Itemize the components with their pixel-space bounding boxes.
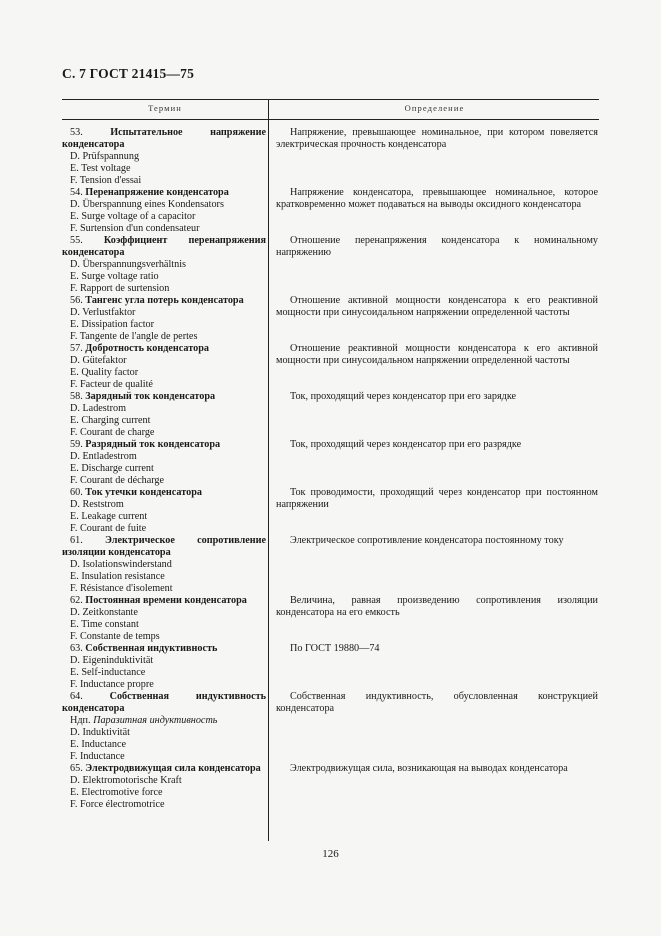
definition-text: Величина, равная произведению сопротивления изоляции конденсатора на его емкость [276, 595, 598, 618]
foreign-equivalent: E. Discharge current [70, 463, 154, 474]
term-number: 54. [70, 187, 83, 198]
term-entry [62, 391, 266, 439]
page-number: 126 [322, 848, 339, 860]
foreign-equivalent: D. Isolationswinderstand [70, 559, 172, 570]
term-heading [62, 691, 266, 715]
foreign-equivalent: E. Surge voltage ratio [70, 271, 159, 282]
term-heading [62, 391, 266, 403]
foreign-equivalent: D. Überspannung eines Kondensators [70, 199, 224, 210]
definition-text: Собственная индуктивность, обусловленная конструкцией конденсатора [276, 691, 598, 714]
term-name: Собственная индуктивность конденсатора [62, 691, 266, 714]
term-number: 62. [70, 595, 83, 606]
foreign-equivalent: F. Courant de fuite [70, 523, 147, 534]
foreign-equivalent: D. Eigeninduktivität [70, 655, 154, 666]
foreign-equivalent: F. Inductance propre [70, 679, 154, 690]
term-entry [62, 763, 266, 811]
foreign-equivalent: F. Constante de temps [70, 631, 160, 642]
term-number: 61. [70, 535, 83, 546]
definition-text: Ток проводимости, проходящий через конденсатор при постоянном напряжении [276, 487, 598, 510]
foreign-equivalent: D. Entladestrom [70, 451, 137, 462]
foreign-equivalent: F. Résistance d'isolement [70, 583, 173, 594]
foreign-equivalent: F. Courant de charge [70, 427, 155, 438]
term-number: 59. [70, 439, 83, 450]
column-divider [268, 99, 269, 841]
term-name: Зарядный ток конденсатора [85, 391, 216, 402]
term-number: 64. [70, 691, 83, 702]
term-entry [62, 535, 266, 595]
definition-text: Отношение активной мощности конденсатора к его реактивной мощности при синусоидальном напряжении определенной частоты [276, 295, 598, 318]
foreign-equivalent: E. Time constant [70, 619, 139, 630]
term-entry [62, 595, 266, 643]
table-top-rule [62, 99, 599, 100]
foreign-equivalent: F. Tangente de l'angle de pertes [70, 331, 198, 342]
definition-text: Электродвижущая сила, возникающая на выводах конденсатора [290, 763, 568, 774]
foreign-equivalent: F. Surtension d'un condensateur [70, 223, 200, 234]
definition-text: Отношение реактивной мощности конденсатора к его активной мощности при синусоидальном напряжении определенной частоты [276, 343, 598, 366]
term-number: 65. [70, 763, 83, 774]
foreign-equivalent: E. Test voltage [70, 163, 131, 174]
foreign-equivalent: F. Inductance [70, 751, 125, 762]
term-heading [62, 763, 266, 775]
term-heading [62, 439, 266, 451]
term-name: Коэффициент перенапряжения конденсатора [62, 235, 266, 258]
term-number: 53. [70, 127, 83, 138]
term-entry [62, 187, 266, 235]
term-heading [62, 235, 266, 259]
page-header: С. 7 ГОСТ 21415—75 [62, 66, 195, 81]
foreign-equivalent: F. Tension d'essai [70, 175, 142, 186]
term-name: Электродвижущая сила конденсатора [85, 763, 261, 774]
deprecated-label: Ндп. [70, 715, 91, 726]
foreign-equivalent: E. Dissipation factor [70, 319, 155, 330]
foreign-equivalent: D. Überspannungsverhältnis [70, 259, 187, 270]
foreign-equivalent: F. Rapport de surtension [70, 283, 170, 294]
foreign-equivalent: D. Gütefaktor [70, 355, 127, 366]
column-header-definition: Определение [404, 103, 465, 113]
definition-text: Электрическое сопротивление конденсатора постоянному току [290, 535, 564, 546]
term-entry [62, 343, 266, 391]
foreign-equivalent: D. Ladestrom [70, 403, 127, 414]
term-heading [62, 595, 266, 607]
foreign-equivalent: F. Force électromotrice [70, 799, 165, 810]
term-name: Собственная индуктивность [85, 643, 218, 654]
term-name: Ток утечки конденсатора [85, 487, 202, 498]
term-entry [62, 295, 266, 343]
term-number: 63. [70, 643, 83, 654]
foreign-equivalent: E. Surge voltage of a capacitor [70, 211, 196, 222]
term-number: 56. [70, 295, 83, 306]
term-number: 60. [70, 487, 83, 498]
term-number: 57. [70, 343, 83, 354]
term-heading [62, 295, 266, 307]
foreign-equivalent: F. Courant de décharge [70, 475, 165, 486]
foreign-equivalent: D. Prüfspannung [70, 151, 140, 162]
term-entry [62, 235, 266, 295]
table-header-rule [62, 119, 599, 120]
foreign-equivalent: D. Verlustfaktor [70, 307, 136, 318]
term-name: Испытательное напряжение конденсатора [62, 127, 266, 150]
foreign-equivalent: D. Zeitkonstante [70, 607, 138, 618]
term-name: Тангенс угла потерь конденсатора [85, 295, 244, 306]
foreign-equivalent: E. Electromotive force [70, 787, 163, 798]
term-entry [62, 487, 266, 535]
foreign-equivalent: E. Leakage current [70, 511, 148, 522]
term-name: Электрическое сопротивление изоляции конденсатора [62, 535, 266, 558]
foreign-equivalent: F. Facteur de qualité [70, 379, 153, 390]
term-number: 58. [70, 391, 83, 402]
definition-text: Напряжение, превышающее номинальное, при котором повеляется электрическая прочность конденсатора [276, 127, 598, 150]
deprecated-term [62, 715, 266, 727]
term-entry [62, 691, 266, 763]
definition-text: Отношение перенапряжения конденсатора к номинальному напряжению [276, 235, 598, 258]
term-heading [62, 487, 266, 499]
term-heading [62, 643, 266, 655]
definition-text: Ток, проходящий через конденсатор при его зарядке [290, 391, 517, 402]
term-heading [62, 535, 266, 559]
term-heading [62, 187, 266, 199]
foreign-equivalent: D. Reststrom [70, 499, 124, 510]
foreign-equivalent: E. Inductance [70, 739, 127, 750]
foreign-equivalent: E. Insulation resistance [70, 571, 165, 582]
term-name: Перенапряжение конденсатора [85, 187, 229, 198]
foreign-equivalent: E. Self-inductance [70, 667, 146, 678]
term-name: Разрядный ток конденсатора [85, 439, 221, 450]
definition-text: По ГОСТ 19880—74 [290, 643, 380, 654]
definition-text: Напряжение конденсатора, превышающее номинальное, которое кратковременно может подаваться на выводы оксидного конденсатора [276, 187, 598, 210]
term-number: 55. [70, 235, 83, 246]
deprecated-term-text: Паразитная индуктивность [93, 715, 218, 726]
term-entry [62, 439, 266, 487]
definition-text: Ток, проходящий через конденсатор при его разрядке [290, 439, 522, 450]
foreign-equivalent: E. Quality factor [70, 367, 139, 378]
foreign-equivalent: D. Induktivität [70, 727, 130, 738]
term-heading [62, 127, 266, 151]
term-entry [62, 127, 266, 187]
foreign-equivalent: E. Charging current [70, 415, 151, 426]
foreign-equivalent: D. Elektromotorische Kraft [70, 775, 182, 786]
term-entry [62, 643, 266, 691]
column-header-term: Термин [148, 103, 182, 113]
term-name: Добротность конденсатора [85, 343, 209, 354]
term-heading [62, 343, 266, 355]
term-name: Постоянная времени конденсатора [85, 595, 247, 606]
